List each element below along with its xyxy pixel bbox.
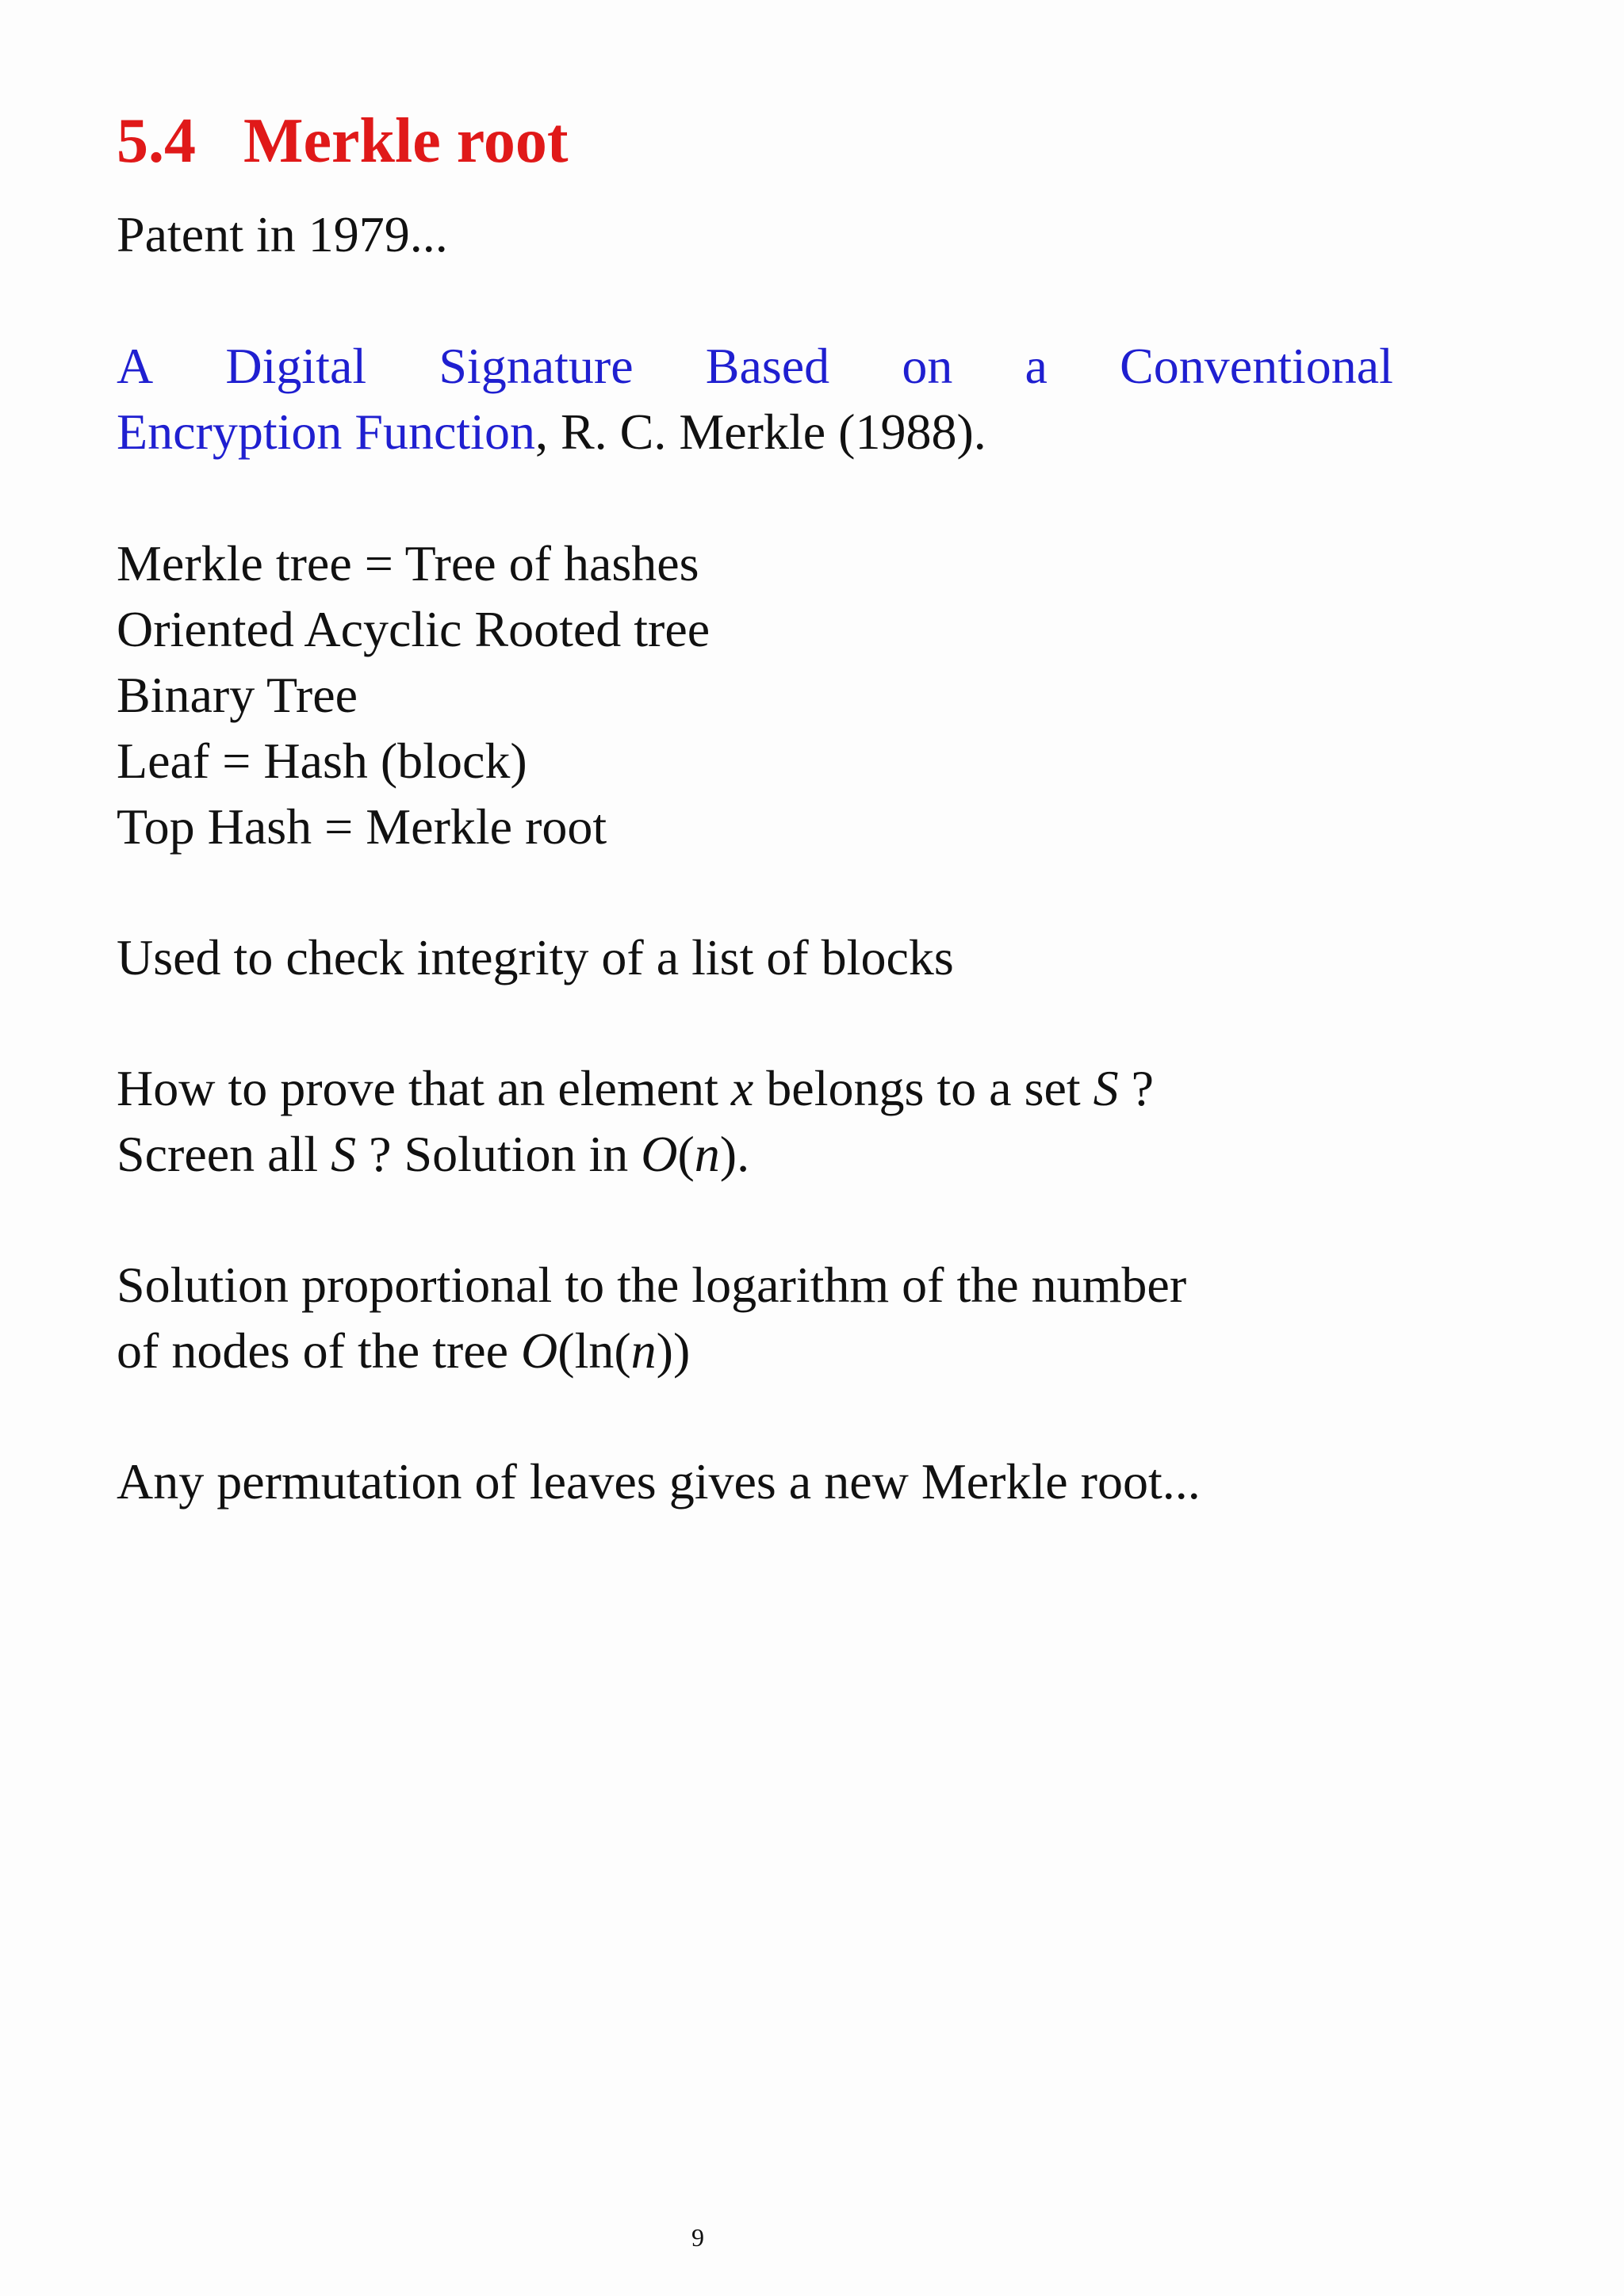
reference-link-word[interactable]: A xyxy=(117,338,154,394)
reference-link-word[interactable]: Based xyxy=(705,338,830,394)
reference-citation: , R. C. Merkle (1988). xyxy=(534,404,986,460)
reference-line-2 xyxy=(117,399,1393,465)
question-text: ? Solution in xyxy=(356,1126,642,1182)
reference-paragraph xyxy=(117,333,1393,465)
reference-link-line-1[interactable] xyxy=(117,333,1393,399)
usage-text: Used to check integrity of a list of blocks xyxy=(117,929,954,985)
section-title: Merkle root xyxy=(243,106,569,176)
math-variable-S: S xyxy=(331,1126,357,1182)
question-text: belongs to a set xyxy=(753,1060,1094,1116)
solution-line-1: Solution proportional to the logarithm of the number xyxy=(117,1257,1187,1313)
solution-text: of nodes of the tree xyxy=(117,1322,522,1379)
question-text: How to prove that an element xyxy=(117,1060,731,1116)
question-paragraph xyxy=(117,1055,1393,1187)
question-line-2 xyxy=(117,1121,1393,1187)
permutation-paragraph xyxy=(117,1448,1393,1514)
definition-line: Binary Tree xyxy=(117,667,358,723)
reference-link-continuation[interactable]: Encryption Function xyxy=(117,404,535,460)
math-big-o: O xyxy=(521,1322,558,1379)
solution-text: (ln( xyxy=(557,1322,631,1379)
question-text: ( xyxy=(677,1126,695,1182)
question-line-1 xyxy=(117,1055,1393,1121)
solution-line-2 xyxy=(117,1318,1393,1383)
patent-paragraph xyxy=(117,201,1393,267)
definition-line: Oriented Acyclic Rooted tree xyxy=(117,601,710,657)
definition-line: Top Hash = Merkle root xyxy=(117,798,607,855)
reference-link-word[interactable]: Conventional xyxy=(1120,338,1393,394)
section-number: 5.4 xyxy=(117,106,196,176)
usage-paragraph xyxy=(117,924,1393,990)
solution-paragraph xyxy=(117,1252,1393,1383)
math-variable-n: n xyxy=(630,1322,657,1379)
math-variable-S: S xyxy=(1093,1060,1119,1116)
definitions-paragraph xyxy=(117,530,1393,859)
reference-link-word[interactable]: on xyxy=(902,338,953,394)
reference-link-word[interactable]: Signature xyxy=(439,338,634,394)
math-big-o: O xyxy=(641,1126,678,1182)
permutation-text: Any permutation of leaves gives a new Merkle root... xyxy=(117,1453,1201,1510)
document-page xyxy=(117,0,1393,2296)
reference-link-word[interactable]: a xyxy=(1025,338,1048,394)
question-text: Screen all xyxy=(117,1126,331,1182)
patent-text: Patent in 1979... xyxy=(117,206,448,262)
definition-line: Leaf = Hash (block) xyxy=(117,733,527,789)
question-text: ). xyxy=(719,1126,750,1182)
math-variable-n: n xyxy=(694,1126,720,1182)
question-text: ? xyxy=(1118,1060,1155,1116)
reference-link-word[interactable]: Digital xyxy=(225,338,367,394)
page-number: 9 xyxy=(691,2223,704,2252)
definition-line: Merkle tree = Tree of hashes xyxy=(117,535,699,591)
section-heading xyxy=(117,101,568,181)
solution-text: )) xyxy=(656,1322,691,1379)
math-variable-x: x xyxy=(730,1060,754,1116)
